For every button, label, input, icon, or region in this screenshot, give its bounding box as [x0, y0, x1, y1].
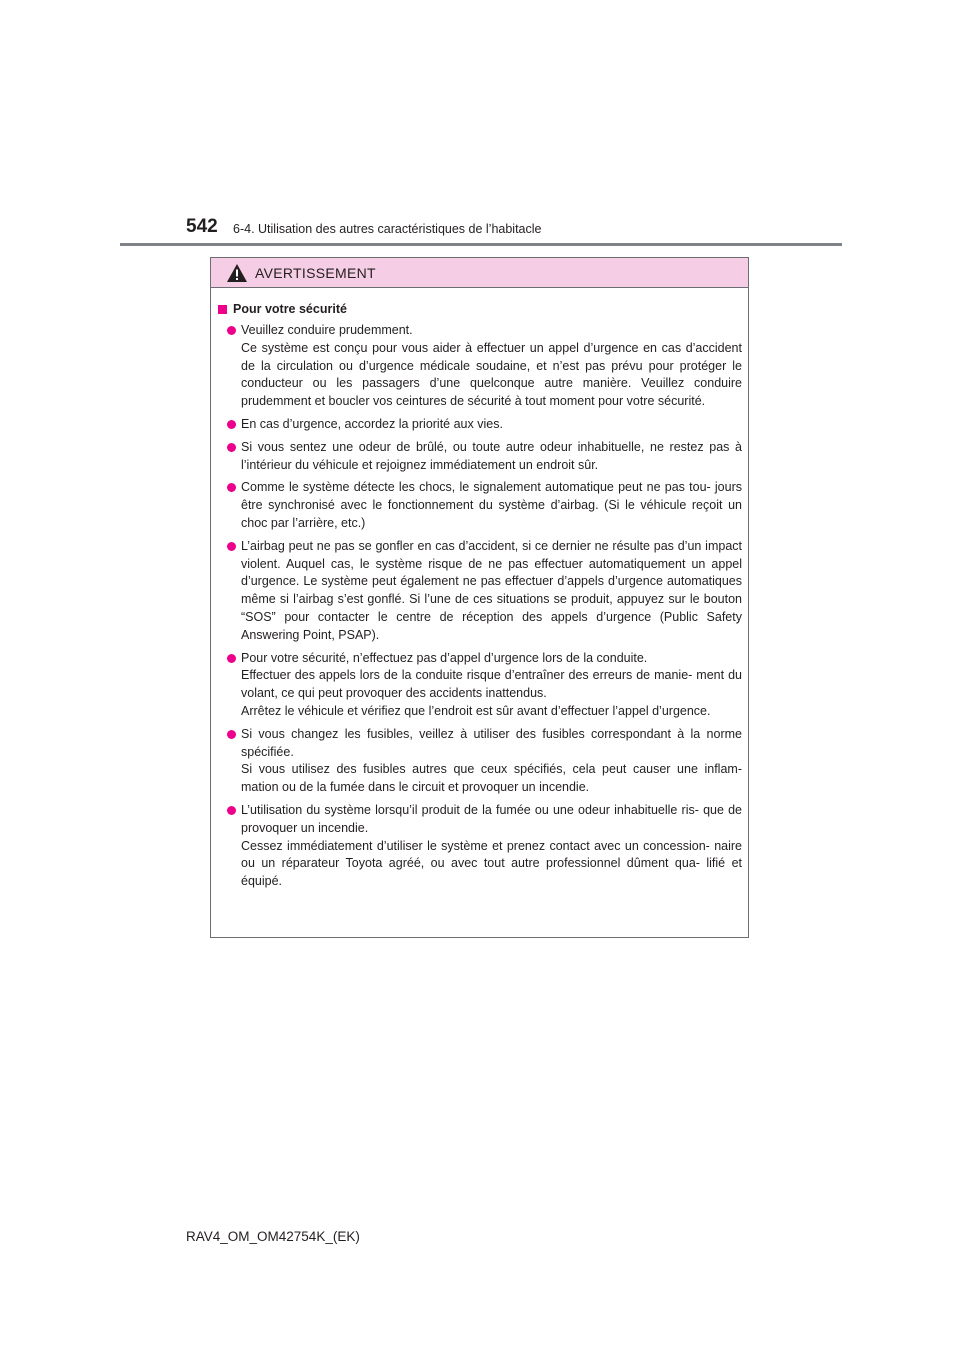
- warning-list-item: [218, 650, 742, 721]
- warning-item-paragraph: Si vous changez les fusibles, veillez à utiliser des fusibles correspondant à la norme spécifiée.: [241, 726, 742, 759]
- bullet-dot-icon: [227, 542, 236, 551]
- warning-item-paragraph: Veuillez conduire prudemment.: [241, 323, 413, 337]
- warning-list-item: [218, 538, 742, 645]
- bullet-dot-icon: [227, 326, 236, 335]
- warning-list-item: [218, 802, 742, 891]
- bullet-dot-icon: [227, 483, 236, 492]
- section-title: 6-4. Utilisation des autres caractéristiques de l’habitacle: [233, 222, 542, 236]
- warning-item-paragraph: Cessez immédiatement d’utiliser le système et prenez contact avec un concession- naire ou un réparateur Toyota agréé, ou avec tout autre professionnel dûment qua- lifié et équipé.: [241, 838, 742, 889]
- warning-item-paragraph: En cas d’urgence, accordez la priorité aux vies.: [241, 416, 503, 431]
- bullet-dot-icon: [227, 420, 236, 429]
- bullet-dot-icon: [227, 806, 236, 815]
- warning-item-paragraph: Ce système est conçu pour vous aider à effectuer un appel d’urgence en cas d’accident de la circulation ou d’urgence médicale soudaine, et n’est pas prévu pour protéger le conducteur ou les passagers d’une quelconque autre manière. Veuillez conduire prudemment et boucler vos ceintures de sécurité à tout moment pour votre sécurité.: [241, 340, 742, 409]
- header-divider: [120, 243, 842, 246]
- warning-body: [211, 288, 748, 891]
- bullet-dot-icon: [227, 443, 236, 452]
- warning-item-paragraph: Si vous utilisez des fusibles autres que ceux spécifiés, cela peut causer une inflam- mation ou de la fumée dans le circuit et provoquer un incendie.: [241, 762, 742, 795]
- warning-list-item: [218, 726, 742, 797]
- warning-header: [211, 258, 748, 288]
- warning-triangle-icon: [226, 263, 248, 283]
- warning-item-paragraph: Effectuer des appels lors de la conduite risque d’entraîner des erreurs de manie- ment du volant, ce qui peut provoquer des accidents inattendus.: [241, 668, 742, 701]
- warning-item-paragraph: Arrêtez le véhicule et vérifiez que l’endroit est sûr avant d’effectuer l’appel d’urgence.: [241, 703, 711, 718]
- warning-item-paragraph: L’utilisation du système lorsqu’il produit de la fumée ou une odeur inhabituelle ris- que de provoquer un incendie.: [241, 802, 742, 835]
- warning-list-item: [218, 416, 742, 434]
- bullet-dot-icon: [227, 730, 236, 739]
- warning-list-item: [218, 479, 742, 532]
- warning-subheading: [218, 302, 742, 316]
- warning-item-paragraph: L’airbag peut ne pas se gonfler en cas d’accident, si ce dernier ne résulte pas d’un impact violent. Auquel cas, le système risque de ne pas effectuer automatiquement un appel d’urgence. Le système peut également ne pas effectuer d’appels d’urgence automatiques même si l’airbag s’est gonflé. Si l’une de ces situations se produit, appuyez sur le bouton “SOS” pour contacter le centre de réception des appels d’urgence (Public Safety Answering Point, PSAP).: [241, 538, 742, 642]
- warning-item-paragraph: Comme le système détecte les chocs, le signalement automatique peut ne pas tou- jours être synchronisé avec le fonctionnement du système d’airbag. (Si le véhicule reçoit un choc par l’arrière, etc.): [241, 480, 742, 530]
- warning-subheading-text: Pour votre sécurité: [233, 302, 347, 316]
- warning-box: [210, 257, 749, 938]
- warning-label: AVERTISSEMENT: [255, 264, 376, 281]
- warning-list-item: [218, 439, 742, 475]
- warning-bullet-list: [218, 322, 742, 891]
- warning-item-paragraph: Si vous sentez une odeur de brûlé, ou toute autre odeur inhabituelle, ne restez pas à l’intérieur du véhicule et rejoignez immédiatement un endroit sûr.: [241, 439, 742, 472]
- warning-list-item: [218, 322, 742, 411]
- warning-item-paragraph: Pour votre sécurité, n’effectuez pas d’appel d’urgence lors de la conduite.: [241, 650, 648, 665]
- square-bullet-icon: [218, 305, 227, 314]
- page-number: 542: [186, 216, 218, 237]
- document-code: RAV4_OM_OM42754K_(EK): [186, 1229, 360, 1244]
- bullet-dot-icon: [227, 654, 236, 663]
